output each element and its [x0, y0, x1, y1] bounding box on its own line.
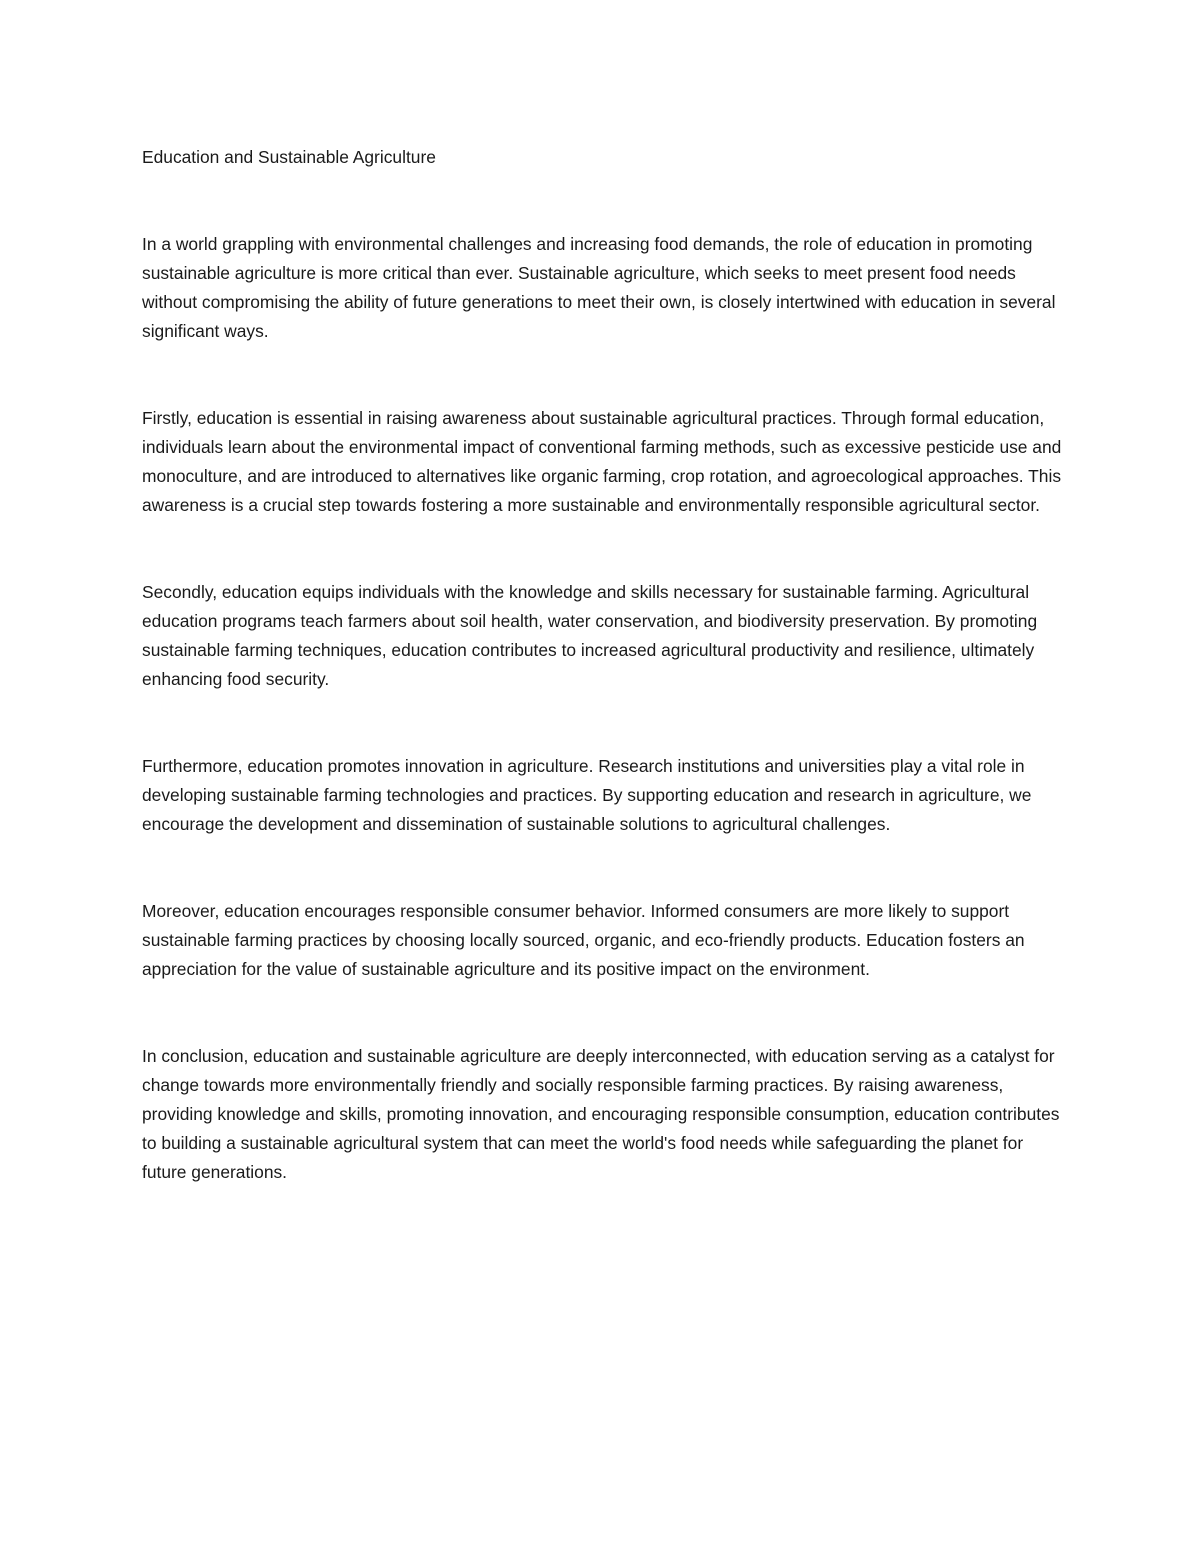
paragraph-innovation: Furthermore, education promotes innovation in agriculture. Research institutions and universities play a vital role in developing sustainable farming technologies and practices. By supporting education and research in agriculture, we encourage the development and dissemination of sustainable solutions to agricultural challenges. — [142, 756, 1032, 834]
paragraph-knowledge-skills: Secondly, education equips individuals with the knowledge and skills necessary for sustainable farming. Agricultural education programs teach farmers about soil health, water conservation, and biodiversity preservation. By promoting sustainable farming techniques, education contributes to increased agricultural productivity and resilience, ultimately enhancing food security. — [142, 582, 1038, 689]
document-body — [142, 143, 1062, 1187]
paragraph-conclusion: In conclusion, education and sustainable agriculture are deeply interconnected, with education serving as a catalyst for change towards more environmentally friendly and socially responsible farming practices. By raising awareness, providing knowledge and skills, promoting innovation, and encouraging responsible consumption, education contributes to building a sustainable agricultural system that can meet the world's food needs while safeguarding the planet for future generations. — [142, 1046, 1060, 1182]
paragraph-awareness: Firstly, education is essential in raising awareness about sustainable agricultural practices. Through formal education, individuals learn about the environmental impact of conventional farming methods, such as excessive pesticide use and monoculture, and are introduced to alternatives like organic farming, crop rotation, and agroecological approaches. This awareness is a crucial step towards fostering a more sustainable and environmentally responsible agricultural sector. — [142, 408, 1062, 515]
paragraph-consumer-behavior: Moreover, education encourages responsible consumer behavior. Informed consumers are more likely to support sustainable farming practices by choosing locally sourced, organic, and eco-friendly products. Education fosters an appreciation for the value of sustainable agriculture and its positive impact on the environment. — [142, 901, 1025, 979]
paragraph-introduction: In a world grappling with environmental challenges and increasing food demands, the role of education in promoting sustainable agriculture is more critical than ever. Sustainable agriculture, which seeks to meet present food needs without compromising the ability of future generations to meet their own, is closely intertwined with education in several significant ways. — [142, 234, 1056, 341]
document-title: Education and Sustainable Agriculture — [142, 147, 436, 167]
